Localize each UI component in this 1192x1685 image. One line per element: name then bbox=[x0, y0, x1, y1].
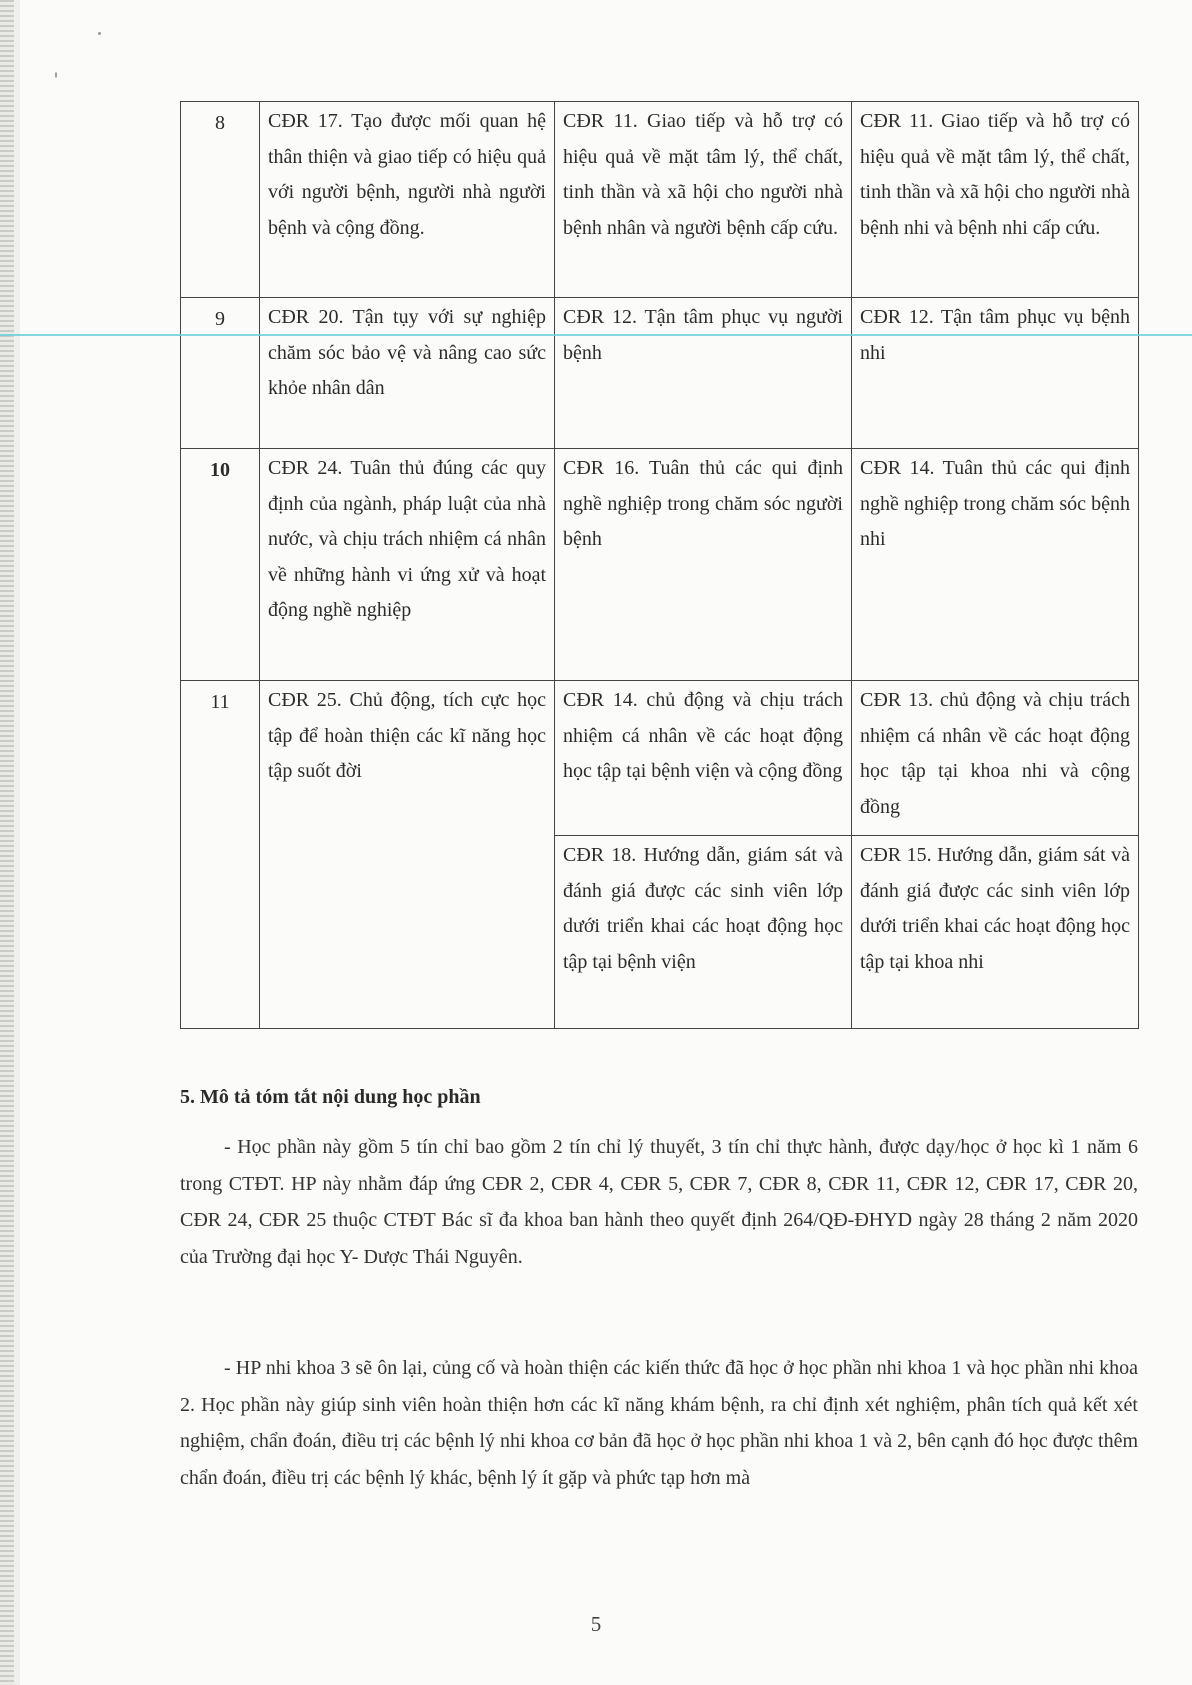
module-outcome-cell: CĐR 13. chủ động và chịu trách nhiệm cá nhân về các hoạt động học tập tại khoa nhi và cộng đồng bbox=[852, 681, 1139, 836]
course-outcome-cell: CĐR 12. Tận tâm phục vụ người bệnh bbox=[555, 298, 852, 449]
table-row bbox=[181, 681, 1139, 836]
row-number: 11 bbox=[181, 681, 260, 1029]
row-number: 10 bbox=[181, 449, 260, 681]
row-number: 8 bbox=[181, 102, 260, 298]
table-row bbox=[181, 298, 1139, 449]
row-number: 9 bbox=[181, 298, 260, 449]
course-outcome-cell: CĐR 16. Tuân thủ các qui định nghề nghiệp trong chăm sóc người bệnh bbox=[555, 449, 852, 681]
module-outcome-cell: CĐR 12. Tận tâm phục vụ bệnh nhi bbox=[852, 298, 1139, 449]
course-outcome-cell: CĐR 18. Hướng dẫn, giám sát và đánh giá được các sinh viên lớp dưới triển khai các hoạt động học tập tại bệnh viện bbox=[555, 836, 852, 1029]
scan-edge bbox=[0, 0, 14, 1685]
scan-speck bbox=[55, 72, 57, 78]
scan-speck bbox=[98, 32, 101, 35]
program-outcome-cell: CĐR 20. Tận tụy với sự nghiệp chăm sóc bảo vệ và nâng cao sức khỏe nhân dân bbox=[260, 298, 555, 449]
course-outcome-cell: CĐR 14. chủ động và chịu trách nhiệm cá nhân về các hoạt động học tập tại bệnh viện và cộng đồng bbox=[555, 681, 852, 836]
program-outcome-cell: CĐR 25. Chủ động, tích cực học tập để hoàn thiện các kĩ năng học tập suốt đời bbox=[260, 681, 555, 1029]
course-outcome-cell: CĐR 11. Giao tiếp và hỗ trợ có hiệu quả về mặt tâm lý, thể chất, tinh thần và xã hội cho người nhà bệnh nhân và người bệnh cấp cứu. bbox=[555, 102, 852, 298]
scan-edge-shadow bbox=[14, 0, 20, 1685]
module-outcome-cell: CĐR 15. Hướng dẫn, giám sát và đánh giá được các sinh viên lớp dưới triển khai các hoạt động học tập tại khoa nhi bbox=[852, 836, 1139, 1029]
table-row bbox=[181, 102, 1139, 298]
section-heading: 5. Mô tả tóm tắt nội dung học phần bbox=[180, 1086, 481, 1108]
paragraph: - Học phần này gồm 5 tín chỉ bao gồm 2 tín chỉ lý thuyết, 3 tín chỉ thực hành, được dạy/học ở học kì 1 năm 6 trong CTĐT. HP này nhằm đáp ứng CĐR 2, CĐR 4, CĐR 5, CĐR 7, CĐR 8, CĐR 11, CĐR 12, CĐR 17, CĐR 20, CĐR 24, CĐR 25 thuộc CTĐT Bác sĩ đa khoa ban hành theo quyết định 264/QĐ-ĐHYD ngày 28 tháng 2 năm 2020 của Trường đại học Y- Dược Thái Nguyên. bbox=[180, 1136, 1138, 1268]
learning-outcomes-table bbox=[180, 101, 1139, 1029]
table-row bbox=[181, 449, 1139, 681]
program-outcome-cell: CĐR 24. Tuân thủ đúng các quy định của ngành, pháp luật của nhà nước, và chịu trách nhiệm cá nhân về những hành vi ứng xử và hoạt động nghề nghiệp bbox=[260, 449, 555, 681]
paragraph: - HP nhi khoa 3 sẽ ôn lại, củng cố và hoàn thiện các kiến thức đã học ở học phần nhi khoa 1 và học phần nhi khoa 2. Học phần này giúp sinh viên hoàn thiện hơn các kĩ năng khám bệnh, ra chỉ định xét nghiệm, phân tích quả kết xét nghiệm, chẩn đoán, điều trị các bệnh lý nhi khoa cơ bản đã học ở học phần nhi khoa 1 và 2, bên cạnh đó học được thêm chẩn đoán, điều trị các bệnh lý khác, bệnh lý ít gặp và phức tạp hơn mà bbox=[180, 1357, 1138, 1489]
module-outcome-cell: CĐR 11. Giao tiếp và hỗ trợ có hiệu quả về mặt tâm lý, thể chất, tinh thần và xã hội cho người nhà bệnh nhi và bệnh nhi cấp cứu. bbox=[852, 102, 1139, 298]
page-number: 5 bbox=[590, 1612, 602, 1636]
guide-line bbox=[0, 334, 1192, 336]
module-outcome-cell: CĐR 14. Tuân thủ các qui định nghề nghiệp trong chăm sóc bệnh nhi bbox=[852, 449, 1139, 681]
program-outcome-cell: CĐR 17. Tạo được mối quan hệ thân thiện và giao tiếp có hiệu quả với người bệnh, người nhà người bệnh và cộng đồng. bbox=[260, 102, 555, 298]
